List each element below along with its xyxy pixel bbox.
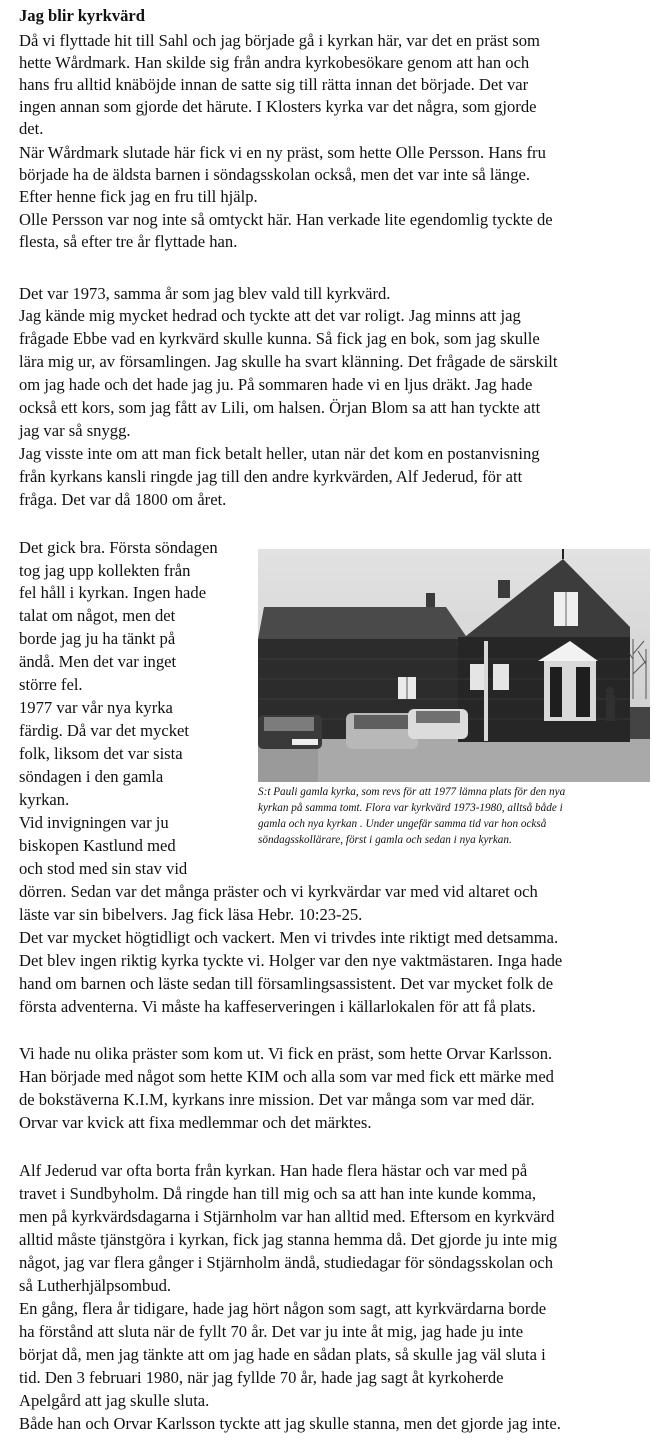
text-line: frågade Ebbe vad en kyrkvärd skulle kunna. Så fick jag en bok, som jag skulle (19, 329, 540, 348)
text-line: börjat då, men jag tänkte att om jag hade en sådan plats, så skulle jag väl sluta i (19, 1345, 546, 1364)
text-line: ha förstånd att sluta när de fyllt 70 år. Det var ju inte åt mig, jag hade ju inte (19, 1322, 524, 1341)
text-line: färdig. Då var det mycket (19, 721, 190, 740)
text-line: flesta, så efter tre år flyttade han. (19, 232, 238, 251)
text-line: de bokstäverna K.I.M, kyrkans inre mission. Det var många som var med där. (19, 1090, 535, 1109)
text-line: När Wårdmark slutade här fick vi en ny präst, som hette Olle Persson. Hans fru (19, 143, 546, 162)
text-line: Både han och Orvar Karlsson tyckte att jag skulle stanna, men det gjorde jag inte. (19, 1414, 561, 1433)
text-line: Han började med något som hette KIM och alla som var med fick ett märke med (19, 1067, 554, 1086)
text-line: fel håll i kyrkan. Ingen hade (19, 583, 207, 602)
text-line: jag var så snygg. (19, 421, 131, 440)
caption-line: gamla och nya kyrkan . Under ungefär samma tid var hon också (258, 818, 547, 830)
text-line: större fel. (19, 675, 83, 694)
text-line: Det var 1973, samma år som jag blev vald till kyrkvärd. (19, 284, 391, 303)
text-line: ändå. Men det var inget (19, 652, 177, 671)
text-line: hand om barnen och läste sedan till församlingsassistent. Det var mycket folk de (19, 974, 554, 993)
text-line: lära mig ur, av församlingen. Jag skulle ha svart klänning. Det frågade de särskilt (19, 352, 558, 371)
text-line: hette Wårdmark. Han skilde sig från andra kyrkobesökare genom att han och (19, 53, 530, 72)
text-line: det. (19, 119, 44, 138)
text-line: så Lutherhjälpsombud. (19, 1276, 172, 1295)
text-line: alltid måste tjänstgöra i kyrkan, fick jag stanna hemma då. Det gjorde ju inte mig (19, 1230, 558, 1249)
text-line: första adventerna. Vi måste ha kaffeserveringen i källarlokalen för att få plats. (19, 997, 536, 1016)
text-line: Det var mycket högtidligt och vackert. Men vi trivdes inte riktigt med detsamma. (19, 928, 559, 947)
text-line: Efter henne fick jag en fru till hjälp. (19, 187, 258, 206)
text-line: Apelgård att jag skulle sluta. (19, 1391, 210, 1410)
church-photo-drawing (258, 549, 650, 782)
text-line: Jag kände mig mycket hedrad och tyckte att det var roligt. Jag minns att jag (19, 306, 521, 325)
text-line: talat om något, men det (19, 606, 176, 625)
text-line: fråga. Det var då 1800 om året. (19, 490, 227, 509)
text-line: läste var sin bibelvers. Jag fick läsa Hebr. 10:23-25. (19, 905, 363, 924)
text-line: 1977 var vår nya kyrka (19, 698, 173, 717)
text-line: Vi hade nu olika präster som kom ut. Vi fick en präst, som hette Orvar Karlsson. (19, 1044, 553, 1063)
text-line: också ett kors, som jag fått av Lili, om halsen. Örjan Blom sa att han tyckte att (19, 398, 541, 417)
text-line: Olle Persson var nog inte så omtyckt här. Han verkade lite egendomlig tyckte de (19, 210, 553, 229)
caption-line: S:t Pauli gamla kyrka, som revs för att 1977 lämna plats för den nya (258, 786, 566, 798)
caption-line: söndagsskollärare, först i gamla och sedan i nya kyrkan. (258, 834, 512, 846)
text-line: söndagen i den gamla (19, 767, 164, 786)
text-line: om jag hade och det hade jag ju. På sommaren hade vi en ljus dräkt. Jag hade (19, 375, 533, 394)
caption-line: kyrkan på samma tomt. Flora var kyrkvärd 1973-1980, alltså både i (258, 802, 563, 814)
section-title: Jag blir kyrkvärd (19, 6, 146, 25)
text-line: travet i Sundbyholm. Då ringde han till mig och sa att han inte kunde komma, (19, 1184, 537, 1203)
text-line: Det blev ingen riktig kyrka tyckte vi. Holger var den nye vaktmästaren. Inga hade (19, 951, 563, 970)
text-line: började ha de äldsta barnen i söndagsskolan också, men det var inte så länge. (19, 165, 531, 184)
text-line: något, jag var flera gånger i Stjärnholm ändå, studiedagar för söndagsskolan och (19, 1253, 554, 1272)
text-line: Det gick bra. Första söndagen (19, 538, 218, 557)
text-line: Orvar var kvick att fixa medlemmar och det märktes. (19, 1113, 372, 1132)
text-line: En gång, flera år tidigare, hade jag hört någon som sagt, att kyrkvärdarna borde (19, 1299, 547, 1318)
text-line: tid. Den 3 februari 1980, när jag fyllde 70 år, hade jag sagt åt kyrkoherde (19, 1368, 504, 1387)
text-line: dörren. Sedan var det många präster och vi kyrkvärdar var med vid altaret och (19, 882, 538, 901)
text-line: biskopen Kastlund med (19, 836, 176, 855)
text-line: och stod med sin stav vid (19, 859, 188, 878)
text-line: men på kyrkvärdsdagarna i Stjärnholm var han alltid med. Eftersom en kyrkvärd (19, 1207, 555, 1226)
text-line: tog jag upp kollekten från (19, 561, 191, 580)
text-line: Alf Jederud var ofta borta från kyrkan. Han hade flera hästar och var med på (19, 1161, 528, 1180)
text-line: ingen annan som gjorde det härute. I Klosters kyrka var det några, som gjorde (19, 97, 537, 116)
text-line: från kyrkans kansli ringde jag till den andre kyrkvärden, Alf Jederud, för att (19, 467, 523, 486)
text-line: Vid invigningen var ju (19, 813, 169, 832)
text-line: folk, liksom det var sista (19, 744, 183, 763)
text-line: borde jag ju ha tänkt på (19, 629, 176, 648)
text-line: Jag visste inte om att man fick betalt heller, utan när det kom en postanvisning (19, 444, 540, 463)
text-line: Då vi flyttade hit till Sahl och jag började gå i kyrkan här, var det en präst som (19, 31, 540, 50)
church-photo (258, 549, 650, 782)
text-line: hans fru alltid knäböjde innan de satte sig till rätta innan det började. Det var (19, 75, 529, 94)
text-line: kyrkan. (19, 790, 70, 809)
